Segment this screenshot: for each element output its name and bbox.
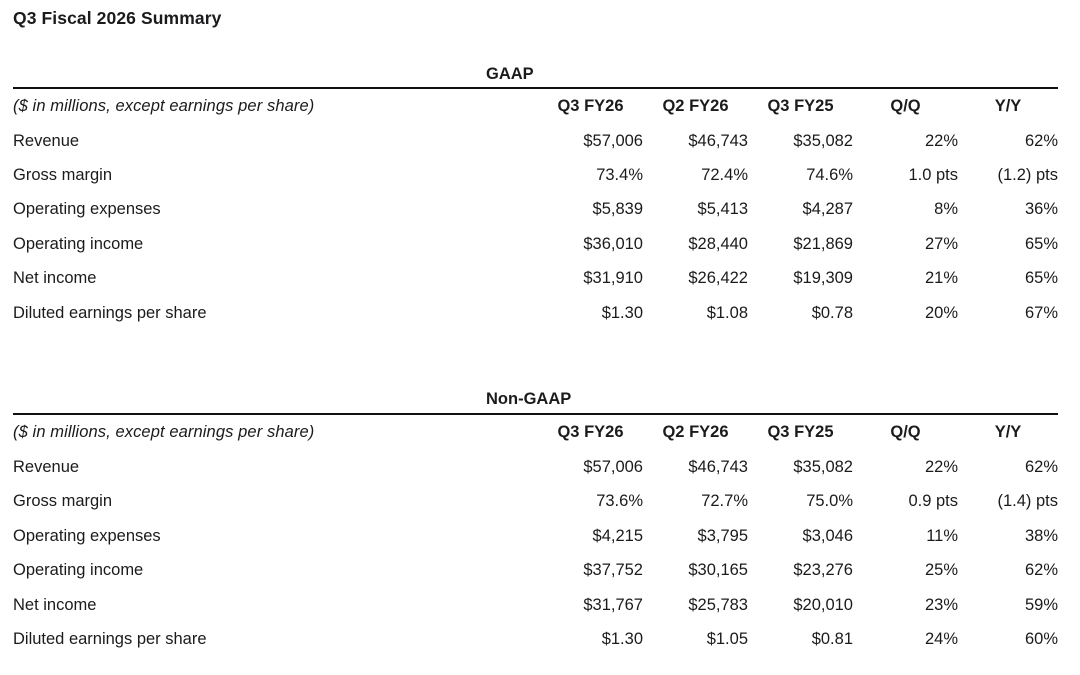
row-label: Diluted earnings per share: [13, 629, 207, 648]
cell-value: 73.6%: [596, 492, 643, 511]
cell-value: $4,215: [592, 526, 643, 545]
row-label: Revenue: [13, 131, 80, 150]
non-gaap-header-row: [13, 414, 1058, 450]
row-label: Net income: [13, 595, 97, 614]
cell-value: $0.81: [811, 629, 853, 648]
cell-value: 21%: [924, 269, 958, 288]
cell-value: 8%: [934, 200, 958, 219]
gaap-column-header-yy: Y/Y: [994, 97, 1022, 115]
table-row: [13, 622, 1058, 656]
cell-value: $26,422: [688, 269, 748, 288]
cell-value: $30,165: [688, 561, 748, 580]
non-gaap-unit-note: ($ in millions, except earnings per share): [13, 423, 315, 442]
cell-value: 72.4%: [701, 166, 748, 185]
row-label: Diluted earnings per share: [13, 303, 207, 322]
cell-value: $5,413: [697, 200, 748, 219]
cell-value: $31,910: [583, 269, 643, 288]
non-gaap-section-title: Non-GAAP: [486, 390, 572, 409]
table-row: [13, 124, 1058, 158]
cell-value: $20,010: [793, 595, 853, 614]
cell-value: $19,309: [793, 269, 853, 288]
table-row: [13, 450, 1058, 484]
cell-value: $1.08: [706, 303, 748, 322]
cell-value: 22%: [924, 131, 958, 150]
row-label: Operating income: [13, 234, 144, 253]
gaap-table: [13, 87, 1058, 330]
row-label: Revenue: [13, 458, 80, 477]
cell-value: 24%: [924, 629, 958, 648]
non-gaap-column-header-yy: Y/Y: [994, 423, 1022, 442]
cell-value: 72.7%: [701, 492, 748, 511]
non-gaap-table: [13, 413, 1058, 656]
cell-value: $5,839: [592, 200, 643, 219]
page-title: Q3 Fiscal 2026 Summary: [13, 8, 222, 28]
gaap-header-row: [13, 88, 1058, 124]
cell-value: 59%: [1024, 595, 1058, 614]
cell-value: $35,082: [793, 131, 853, 150]
cell-value: 62%: [1024, 131, 1058, 150]
cell-value: 23%: [924, 595, 958, 614]
gaap-section: [13, 65, 1058, 330]
cell-value: $36,010: [583, 234, 643, 253]
gaap-column-header-q3fy26: Q3 FY26: [557, 97, 624, 115]
table-row: [13, 485, 1058, 519]
table-row: [13, 158, 1058, 192]
gaap-unit-note: ($ in millions, except earnings per share): [13, 97, 315, 115]
row-label: Gross margin: [13, 166, 113, 185]
table-row: [13, 262, 1058, 296]
cell-value: $1.05: [706, 629, 748, 648]
non-gaap-section: [13, 390, 1058, 656]
cell-value: 62%: [1024, 458, 1058, 477]
cell-value: 38%: [1024, 526, 1058, 545]
cell-value: $1.30: [601, 629, 643, 648]
cell-value: $3,046: [802, 526, 853, 545]
row-label: Operating income: [13, 561, 144, 580]
cell-value: $46,743: [688, 458, 748, 477]
table-row: [13, 554, 1058, 588]
cell-value: $37,752: [583, 561, 643, 580]
cell-value: 74.6%: [806, 166, 853, 185]
cell-value: $1.30: [601, 303, 643, 322]
gaap-section-title: GAAP: [486, 65, 534, 83]
cell-value: $21,869: [793, 234, 853, 253]
cell-value: $31,767: [583, 595, 643, 614]
cell-value: 25%: [924, 561, 958, 580]
cell-value: 73.4%: [596, 166, 643, 185]
cell-value: $57,006: [583, 458, 643, 477]
cell-value: 67%: [1024, 303, 1058, 322]
non-gaap-column-header-q3fy26: Q3 FY26: [557, 423, 624, 442]
cell-value: 60%: [1024, 629, 1058, 648]
cell-value: 22%: [924, 458, 958, 477]
cell-value: (1.4) pts: [997, 492, 1058, 511]
cell-value: 75.0%: [806, 492, 853, 511]
cell-value: 36%: [1024, 200, 1058, 219]
row-label: Operating expenses: [13, 200, 161, 219]
table-row: [13, 193, 1058, 227]
cell-value: $35,082: [793, 458, 853, 477]
gaap-column-header-qq: Q/Q: [890, 97, 921, 115]
cell-value: 62%: [1024, 561, 1058, 580]
cell-value: $57,006: [583, 131, 643, 150]
table-row: [13, 588, 1058, 622]
row-label: Operating expenses: [13, 526, 161, 545]
cell-value: 65%: [1024, 269, 1058, 288]
cell-value: $46,743: [688, 131, 748, 150]
cell-value: $4,287: [802, 200, 853, 219]
table-row: [13, 227, 1058, 261]
non-gaap-column-header-q2fy26: Q2 FY26: [662, 423, 729, 442]
cell-value: $0.78: [811, 303, 853, 322]
cell-value: 27%: [924, 234, 958, 253]
cell-value: 11%: [926, 526, 958, 545]
row-label: Net income: [13, 269, 97, 288]
cell-value: $23,276: [793, 561, 853, 580]
cell-value: $28,440: [688, 234, 748, 253]
cell-value: 0.9 pts: [908, 492, 958, 511]
cell-value: 65%: [1024, 234, 1058, 253]
gaap-column-header-q2fy26: Q2 FY26: [662, 97, 729, 115]
cell-value: (1.2) pts: [997, 166, 1058, 185]
cell-value: $3,795: [697, 526, 748, 545]
non-gaap-column-header-qq: Q/Q: [890, 423, 921, 442]
gaap-column-header-q3fy25: Q3 FY25: [767, 97, 834, 115]
cell-value: 1.0 pts: [908, 166, 958, 185]
non-gaap-column-header-q3fy25: Q3 FY25: [767, 423, 834, 442]
cell-value: $25,783: [688, 595, 748, 614]
cell-value: 20%: [924, 303, 958, 322]
table-row: [13, 296, 1058, 330]
row-label: Gross margin: [13, 492, 113, 511]
table-row: [13, 519, 1058, 553]
